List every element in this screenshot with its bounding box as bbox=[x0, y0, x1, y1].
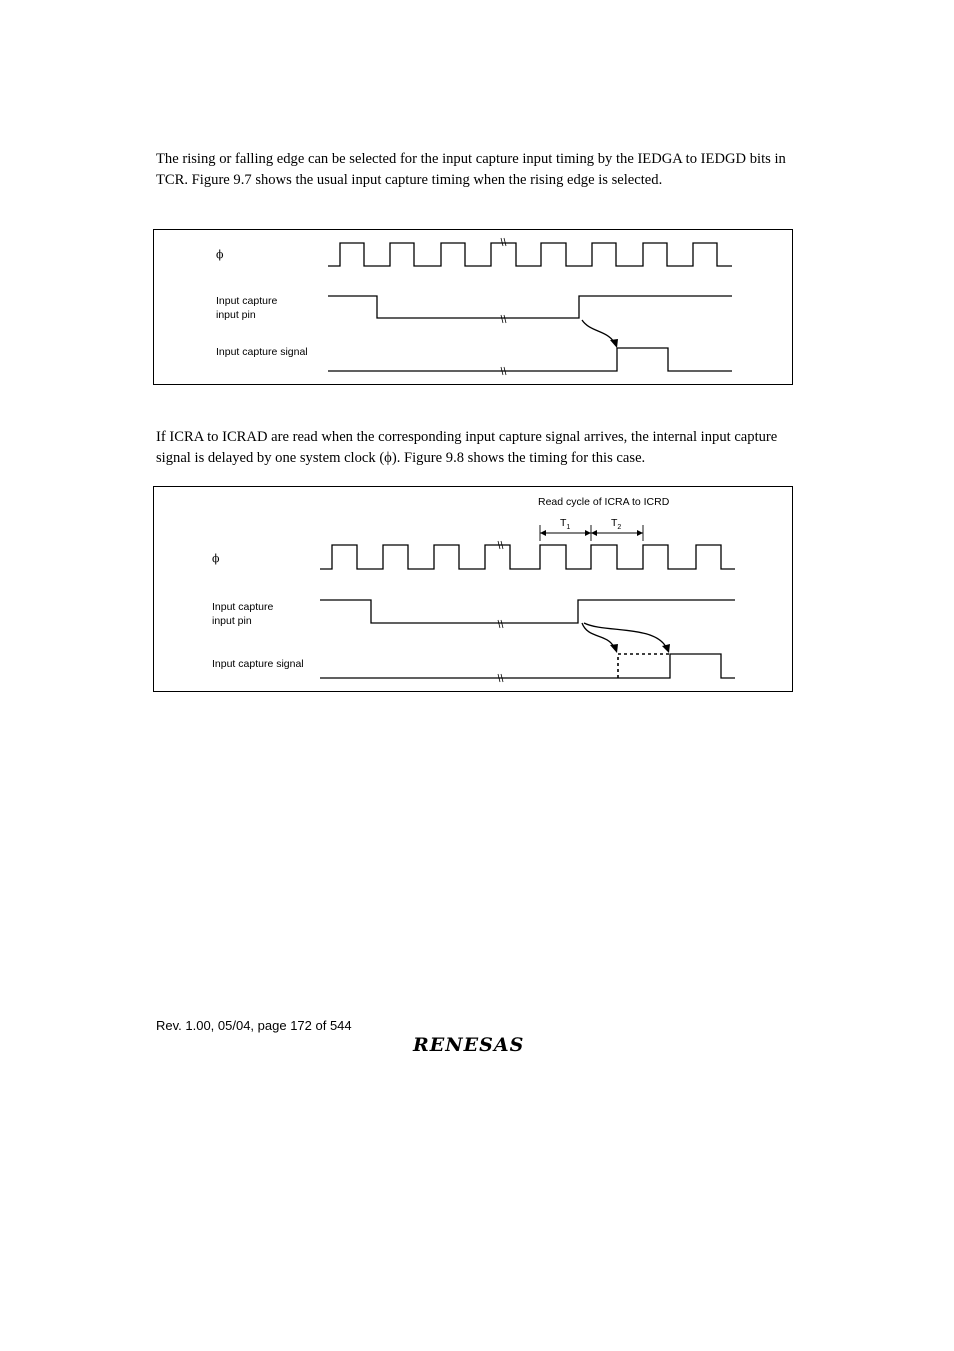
read-cycle-label: Read cycle of ICRA to ICRD bbox=[538, 496, 670, 508]
arrow-head bbox=[610, 339, 618, 348]
figure-input-capture-timing bbox=[153, 229, 793, 385]
edge-arrow bbox=[582, 320, 614, 342]
pin-label: Input capture input pin bbox=[212, 601, 274, 627]
clock-label: ϕ bbox=[212, 552, 220, 565]
renesas-logo: RENESAS bbox=[413, 1034, 525, 1056]
page-footer: Rev. 1.00, 05/04, page 172 of 544 bbox=[156, 1018, 352, 1033]
arrow-head-1 bbox=[610, 644, 618, 653]
signal-label: Input capture signal bbox=[212, 658, 304, 670]
clock-label: ϕ bbox=[216, 248, 224, 261]
signal-waveform bbox=[320, 654, 735, 678]
pin-waveform bbox=[328, 296, 732, 318]
break-marks bbox=[498, 541, 503, 682]
pin-label: Input capture input pin bbox=[216, 295, 278, 321]
t1-label: $T_1$ bbox=[560, 517, 571, 532]
signal-waveform bbox=[328, 348, 732, 371]
arrow-head-2 bbox=[662, 644, 670, 653]
pin-waveform bbox=[320, 600, 735, 623]
clock-waveform bbox=[328, 243, 732, 266]
figure-input-capture-delayed-timing bbox=[153, 486, 793, 692]
delayed-dashed-signal bbox=[618, 654, 670, 678]
t2-label: $T_2$ bbox=[611, 517, 622, 532]
paragraph-delay: If ICRA to ICRAD are read when the corresponding input capture signal arrives, the internal input capture signal is delayed by one system clock (ϕ). Figure 9.8 shows the timing for this case. bbox=[156, 429, 778, 466]
paragraph-intro: The rising or falling edge can be selected for the input capture input timing by the IEDGA to IEDGD bits in TCR. Figure 9.7 shows the usual input capture timing when the rising edge is selected. bbox=[156, 151, 786, 188]
clock-waveform bbox=[320, 545, 735, 569]
signal-label: Input capture signal bbox=[216, 346, 308, 358]
break-marks bbox=[501, 238, 506, 375]
